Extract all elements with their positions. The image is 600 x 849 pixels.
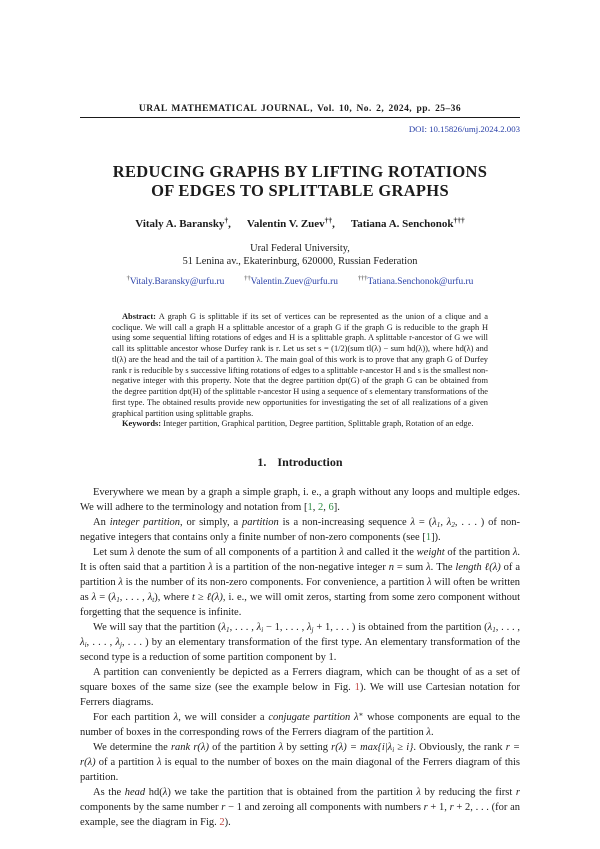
text-run: . Obviously, the rank [413,742,506,753]
text-run: ]). [431,532,441,543]
text-run: λ [512,547,518,558]
keywords-label: Keywords: [122,419,162,429]
author-name: Vitaly A. Baransky†, [135,214,231,230]
text-run: , . . . , [495,622,521,633]
text-run: 2 [451,520,455,529]
text-run: λ [354,712,359,723]
text-run: As the [93,787,125,798]
text-run: ℓ(λ) [206,592,223,603]
text-run: . It is often said that a partition [80,547,521,573]
text-run: λ [256,622,262,633]
paragraph [80,545,520,620]
body-text [80,485,520,830]
text-run: = sum [393,562,427,573]
text-run: ℓ(λ) [484,562,501,573]
text-run: , or simply, a [180,517,242,528]
text-run: λ [115,637,121,648]
text-run: r [515,787,521,798]
text-run: is the number of its non-zero components. For convenience, a partition [122,577,427,588]
text-run: 1 [226,625,230,634]
text-run: integer partition [109,517,181,528]
text-run: λ [111,592,117,603]
paper-title-line1: REDUCING GRAPHS BY LIFTING ROTATIONS [112,162,488,181]
text-run: of a partition [95,757,157,768]
affiliation-line1: Ural Federal University, [250,242,350,254]
text-run: + 2, . . . (for an example, see the diagram in Fig. [80,802,520,828]
author-name: Valentin V. Zuev††, [246,214,335,230]
figure-ref-link[interactable]: 2 [219,817,225,828]
text-run: λ [306,622,312,633]
text-run: , [440,517,447,528]
text-run: λ [91,592,97,603]
abstract-block [112,312,488,430]
text-run: ]. [333,502,340,513]
text-run: λ [156,757,162,768]
text-run: + 1, [427,802,450,813]
text-run: ∗ [358,710,364,719]
email-footnote-mark: ††† [357,274,368,282]
text-run: ) we take the partition that is obtained from the partition [167,787,417,798]
text-run: λ [278,742,284,753]
text-run: ≥ [194,592,207,603]
citation-link[interactable]: 1 [307,502,313,513]
text-run: λ [487,622,493,633]
text-run: by reducing the first [420,787,516,798]
email-footnote-mark: † [126,274,130,282]
email-link[interactable]: Tatiana.Senchonok@urfu.ru [367,276,474,287]
text-run: r [449,802,454,813]
text-run: . The [430,562,456,573]
text-run: , . . . , [86,637,116,648]
text-run: is equal to the number of boxes on the main diagonal of the Ferrers diagram of this partition. [80,757,520,783]
text-run: λ [339,547,344,558]
text-run: λ [426,727,431,738]
paragraph [80,740,520,785]
text-run: An [93,517,110,528]
text-run: of a partition [80,562,520,588]
text-run: , we will consider a [178,712,269,723]
text-run: , [323,502,329,513]
text-run: r = r(λ) [80,742,520,768]
text-run: whose components are equal to the number of boxes in the corresponding rows of the Ferrers diagram of the partition [80,712,520,738]
text-run: j [311,625,314,634]
affiliation-line2: 51 Lenina av., Ekaterinburg, 620000, Russian Federation [182,256,418,268]
text-run: i [392,745,395,754]
text-run: is a partition of the non-negative integer [212,562,389,573]
text-run: = ( [96,592,112,603]
section-heading-introduction [80,455,520,470]
text-run: + 1, . . . ) is obtained from the partition ( [313,622,488,633]
text-run: − 1, . . . , [263,622,307,633]
text-run: We will say that the partition ( [93,622,222,633]
citation-link[interactable]: 2 [317,502,324,513]
text-run: hd( [145,787,163,798]
paragraph [80,710,520,740]
author-footnote-mark: † [224,214,229,224]
emails-line [80,274,520,287]
text-run: A partition can conveniently be depicted as a Ferrers diagram, which can be thought of as a set of square boxes of the same size (see the example below in Fig. [80,667,520,693]
text-run: by setting [283,742,332,753]
section-title: Introduction [277,455,343,469]
text-run: of the partition [444,547,513,558]
text-run: will often be written as [80,577,521,603]
text-run: λ [173,712,179,723]
text-run: λ [410,517,416,528]
text-run: ≥ i} [394,742,414,753]
paragraph [80,665,520,710]
email-item [126,274,225,287]
text-run: t [191,592,195,603]
paper-title [80,163,520,201]
text-run: , . . . , [119,592,148,603]
paragraph [80,485,520,515]
author-footnote-mark: †† [324,214,333,224]
text-run: is a non-increasing sequence [278,517,411,528]
paragraph [80,620,520,665]
text-run: n [388,562,394,573]
text-run: of the partition [208,742,279,753]
text-run: r(λ) = max{i|λ [331,742,393,753]
figure-ref-link[interactable]: 1 [354,682,360,693]
paper-title-line2: OF EDGES TO SPLITTABLE GRAPHS [151,180,449,200]
header-rule [80,117,520,118]
text-run: partition [241,517,279,528]
text-run: We determine the [93,742,171,753]
text-run: λ [208,562,213,573]
text-run: components by the same number [80,802,222,813]
text-run: r(λ) [193,742,209,753]
text-run: λ [118,577,123,588]
email-item [244,274,338,287]
text-run: rank [170,742,191,753]
email-item [357,274,474,287]
text-run: Let sum [93,547,131,558]
text-run: ), where [154,592,192,603]
text-run: 1 [492,625,496,634]
text-run: head [124,787,146,798]
text-run: λ [446,517,452,528]
keywords-text: Integer partition, Graphical partition, Degree partition, Splittable graph, Rotation of an edge. [163,419,474,429]
citation-link[interactable]: 1 [425,532,432,543]
text-run: j [120,640,122,649]
text-run: λ [432,517,437,528]
text-run: λ [221,622,226,633]
email-link[interactable]: Valentin.Zuev@urfu.ru [250,276,338,287]
author-name: Tatiana A. Senchonok††† [350,214,465,230]
citation-link[interactable]: 6 [328,502,334,513]
text-run: 1 [436,520,441,529]
text-run: , . . . , [229,622,257,633]
text-run: , . . . ) by an elementary transformation of the first type. An elementary transformation of the second type is a reduction of some partition component by 1. [80,637,520,663]
abstract-label: Abstract: [122,311,156,321]
text-run: λ [80,637,85,648]
text-run: ). [224,817,231,828]
email-link[interactable]: Vitaly.Baransky@urfu.ru [129,276,225,287]
paragraph [80,785,520,830]
email-footnote-mark: †† [244,274,251,282]
journal-header: URAL MATHEMATICAL JOURNAL, Vol. 10, No. 2, 2024, pp. 25–36 [138,104,462,114]
text-run: λ [426,562,431,573]
text-run: i [84,640,87,649]
keywords-paragraph [112,419,488,430]
text-run: , . . . ) of non-negative integers that contains only a finite number of non-zero components (see [ [80,517,520,543]
text-run: weight [416,547,445,558]
text-run: 1 [116,595,120,604]
text-run: denote the sum of all components of a partition [134,547,340,558]
text-run: , [312,502,318,513]
text-run: Everywhere we mean by a graph a simple graph, i. e., a graph without any loops and multiple edges. We will adhere to the terminology and notation from [ [80,487,520,513]
text-run: conjugate partition [268,712,351,723]
text-run: t [152,595,155,604]
text-run: λ [416,787,421,798]
text-run: = ( [415,517,433,528]
text-run: − 1 and zeroing all components with numbers [225,802,424,813]
text-run: λ [130,547,135,558]
text-run: length [455,562,482,573]
affiliation [80,242,520,269]
text-run: . [430,727,434,738]
text-run: , i. e., we will omit zeros, starting from some zero component without forgetting that the sequence is infinite. [80,592,521,618]
authors-line [80,214,520,230]
abstract-paragraph [112,312,488,420]
paragraph [80,515,520,545]
text-run: ). We will use Cartesian notation for Ferrers diagrams. [80,682,520,708]
text-run: r [423,802,428,813]
text-run: λ [426,577,432,588]
text-run: λ [162,787,168,798]
section-number: 1. [257,455,267,469]
text-run: For each partition [93,712,174,723]
abstract-text: A graph G is splittable if its set of vertices can be represented as the union of a clique and a coclique. We will call a graph H a splittable ancestor of a graph G if the graph G is reducible to the graph H using some sequential lifting rotations of edges and H is a splittable graph. A splittable r-ancestor of G we will call its splittable ancestor whose Durfey rank is r. Let us set s = (1/2)(sum tl(λ) − sum hd(λ)), where hd(λ) and tl(λ) are the head and the tail of a partition λ. The main goal of this work is to prove that any graph G of Durfey rank r is reducible by s successive lifting rotations of edges to a splittable r-ancestor H and s is the smallest non-negative integer with this property. Note that the degree partition dpt(G) of the graph G can be obtained from the degree partition dpt(H) of the splittable r-ancestor H using a sequence of s elementary transformations of the first type. The obtained results provide new opportunities for investigating the set of all realizations of a given graphical partition using splittable graphs. [112,311,488,418]
text-run: r [221,802,226,813]
text-run: i [261,625,264,634]
author-footnote-mark: ††† [453,214,465,224]
doi-link[interactable]: DOI: 10.15826/umj.2024.2.003 [408,124,520,134]
text-run: and called it the [343,547,417,558]
text-run: λ [147,592,153,603]
